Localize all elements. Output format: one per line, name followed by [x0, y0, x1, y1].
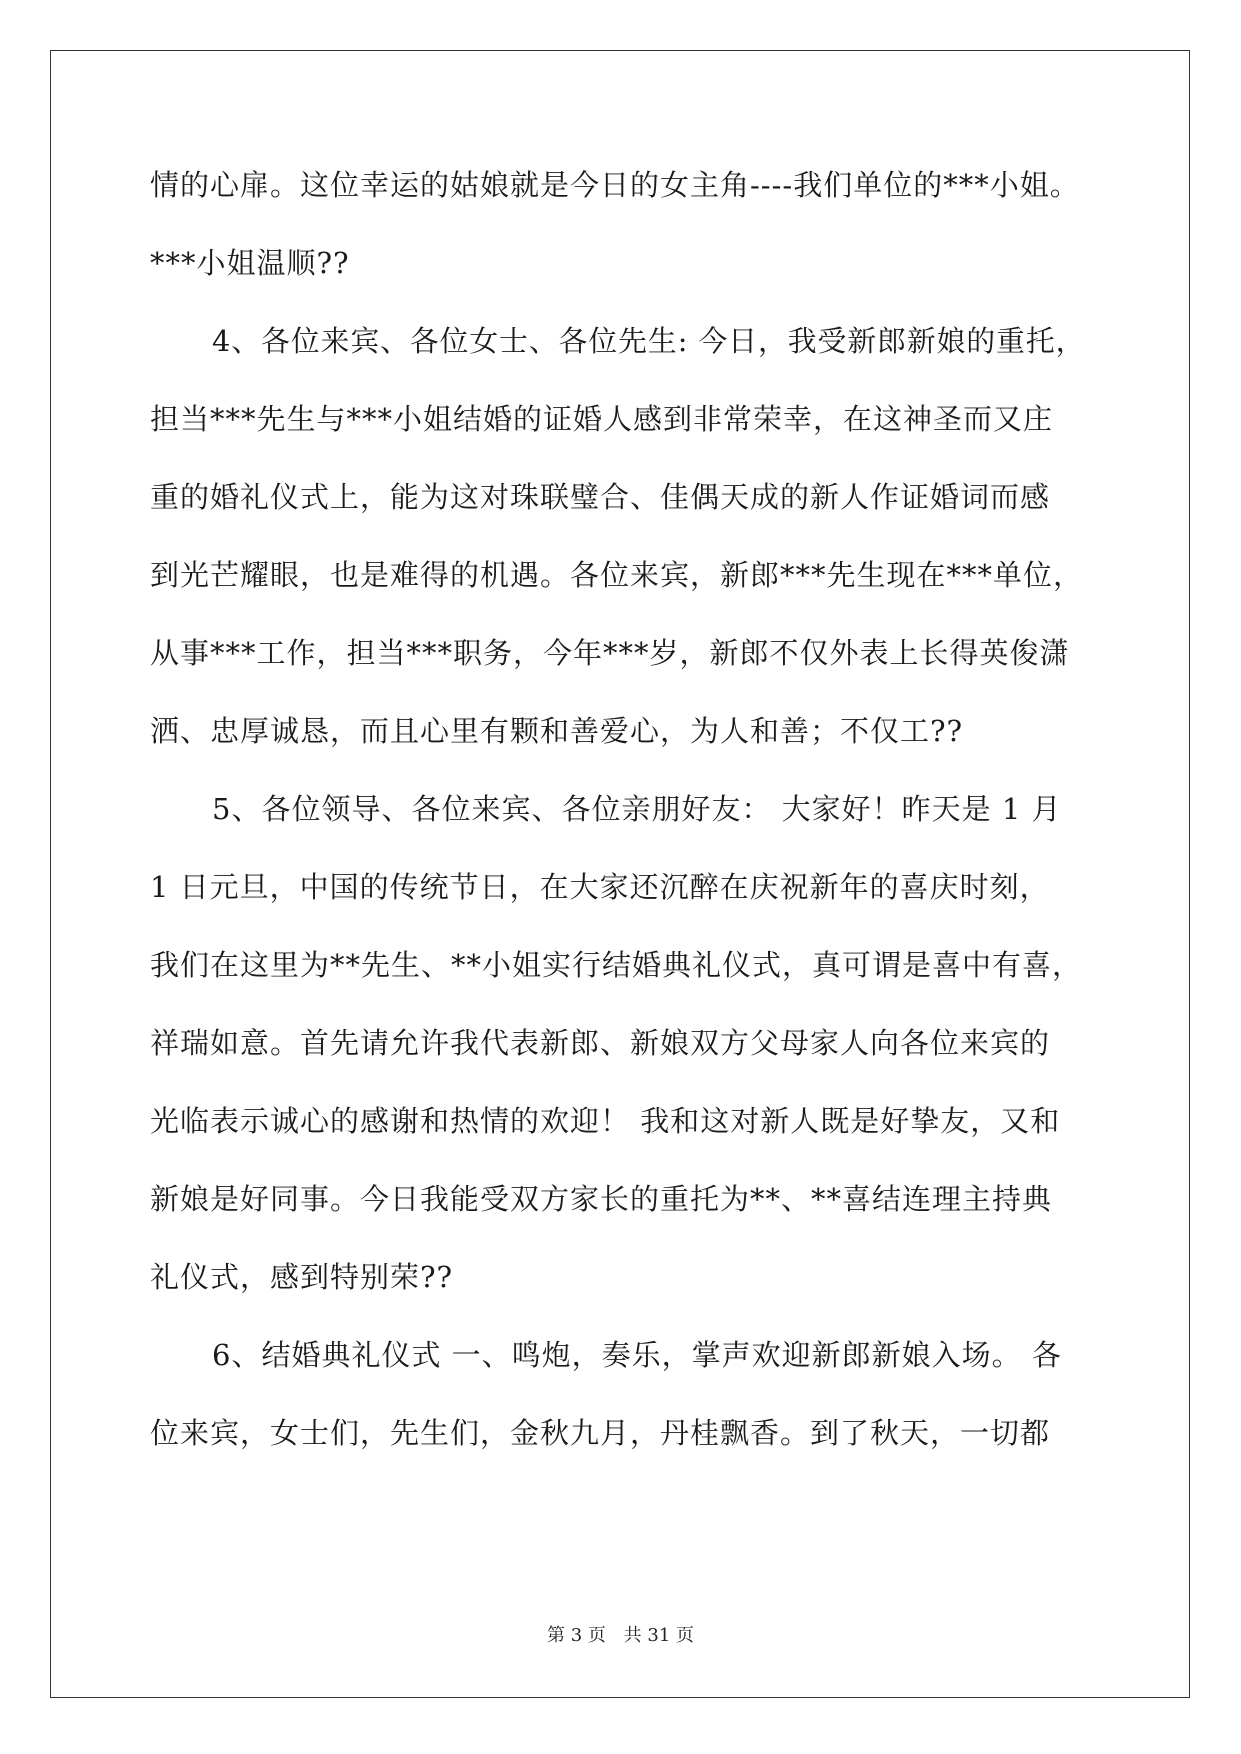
- text-line: 礼仪式，感到特别荣??: [150, 1260, 454, 1294]
- text-line: 1 日元旦，中国的传统节日，在大家还沉醉在庆祝新年的喜庆时刻，: [150, 870, 1050, 904]
- text-line: 重的婚礼仪式上，能为这对珠联璧合、佳偶天成的新人作证婚词而感: [150, 480, 1051, 514]
- paragraph-start: 6、结婚典礼仪式 一、鸣炮，奏乐，掌声欢迎新郎新娘入场。 各: [212, 1338, 1062, 1372]
- text-line: 位来宾，女士们，先生们，金秋九月，丹桂飘香。到了秋天，一切都: [150, 1416, 1051, 1450]
- text-line: 新娘是好同事。今日我能受双方家长的重托为**、**喜结连理主持典: [150, 1182, 1053, 1216]
- text-line: 祥瑞如意。首先请允许我代表新郎、新娘双方父母家人向各位来宾的: [150, 1026, 1051, 1060]
- page-number: 第 3 页: [547, 1625, 606, 1646]
- paragraph-start: 4、各位来宾、各位女士、各位先生: 今日，我受新郎新娘的重托，: [212, 324, 1086, 358]
- paragraph-start: 5、各位领导、各位来宾、各位亲朋好友： 大家好！昨天是 1 月: [212, 792, 1062, 826]
- text-line: 从事***工作，担当***职务，今年***岁，新郎不仅外表上长得英俊潇: [150, 636, 1070, 670]
- text-line: 担当***先生与***小姐结婚的证婚人感到非常荣幸，在这神圣而又庄: [150, 402, 1054, 436]
- text-line: 情的心扉。这位幸运的姑娘就是今日的女主角----我们单位的***小姐。: [150, 168, 1080, 202]
- text-line: 光临表示诚心的感谢和热情的欢迎！ 我和这对新人既是好挚友，又和: [150, 1104, 1061, 1138]
- page-footer: [0, 1624, 1241, 1648]
- text-line: 到光芒耀眼，也是难得的机遇。各位来宾，新郎***先生现在***单位，: [150, 558, 1084, 592]
- text-line: 我们在这里为**先生、**小姐实行结婚典礼仪式，真可谓是喜中有喜，: [150, 948, 1083, 982]
- text-line: ***小姐温顺??: [150, 246, 350, 280]
- text-line: 洒、忠厚诚恳，而且心里有颗和善爱心，为人和善；不仅工??: [150, 714, 964, 748]
- page-total: 共 31 页: [623, 1625, 694, 1646]
